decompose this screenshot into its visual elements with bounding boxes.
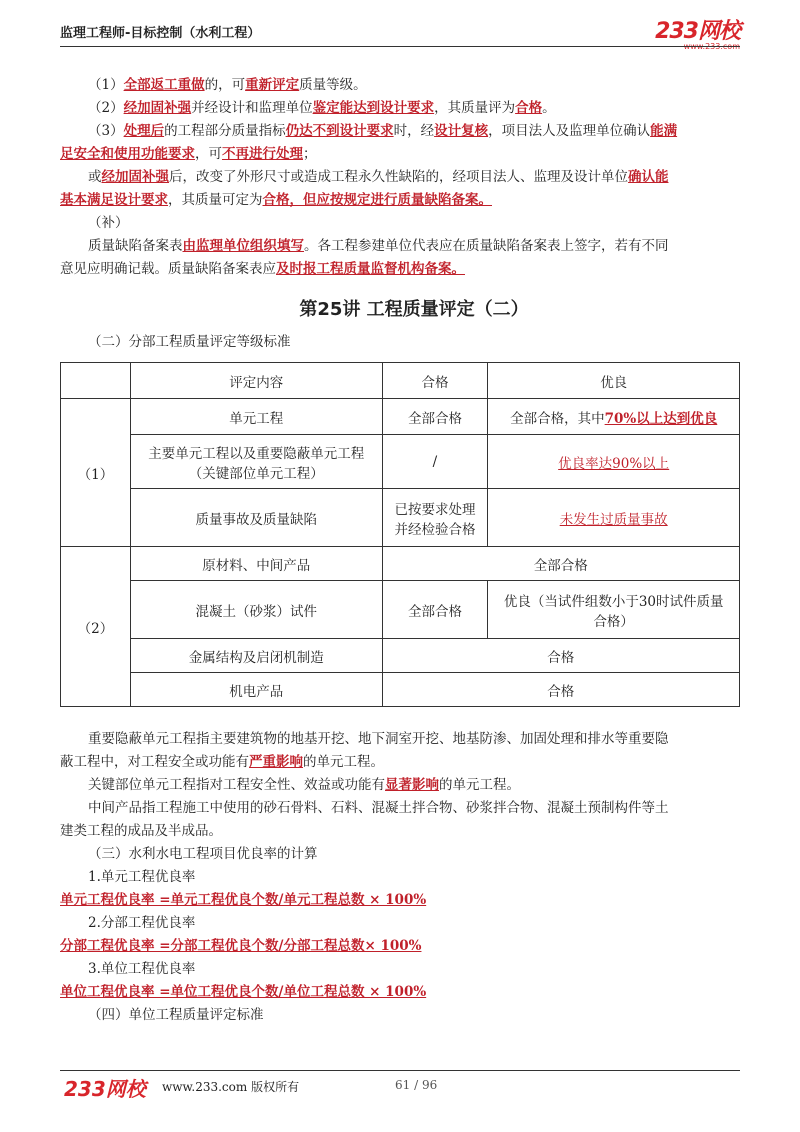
section-4-title: （四）单位工程质量评定标准	[88, 1007, 264, 1023]
body-text-2	[60, 728, 740, 1027]
header-divider	[60, 46, 740, 47]
group-label: （1）	[61, 399, 131, 547]
paragraph-2: （2）经加固补强并经设计和监理单位鉴定能达到设计要求，其质量评为合格。	[88, 100, 556, 116]
paragraph-hidden-unit-cont: 蔽工程中，对工程安全或功能有严重影响的单元工程。	[60, 754, 384, 770]
paragraph-4: 或经加固补强后，改变了外形尺寸或造成工程永久性缺陷的，经项目法人、监理及设计单位确认能	[88, 169, 669, 185]
paragraph-intermediate-cont: 建类工程的成品及半成品。	[60, 823, 222, 839]
paragraph-3-cont: 足安全和使用功能要求，可不再进行处理；	[60, 146, 317, 162]
table-row: 混凝土（砂浆）试件 全部合格 优良（当试件组数小于30时试件质量 合格）	[61, 581, 740, 639]
formula-unit: 单元工程优良率 =单元工程优良个数/单元工程总数 × 100%	[60, 892, 427, 908]
table-row: （1） 单元工程 全部合格 全部合格，其中70%以上达到优良	[61, 399, 740, 435]
table-row: 金属结构及启闭机制造 合格	[61, 639, 740, 673]
table-row: 机电产品 合格	[61, 673, 740, 707]
table-row: 质量事故及质量缺陷 已按要求处理 并经检验合格 未发生过质量事故	[61, 489, 740, 547]
header-content: 评定内容	[130, 363, 382, 399]
table-row: （2） 原材料、中间产品 全部合格	[61, 547, 740, 581]
paragraph-1: （1）全部返工重做的，可重新评定质量等级。	[88, 77, 367, 93]
footer-divider	[60, 1070, 740, 1071]
item-1: 1.单元工程优良率	[88, 869, 196, 885]
paragraph-6: 质量缺陷备案表由监理单位组织填写。各工程参建单位代表应在质量缺陷备案表上签字，若有不同	[88, 238, 669, 254]
paragraph-3: （3）处理后的工程部分质量指标仍达不到设计要求时，经设计复核，项目法人及监理单位确认能满	[88, 123, 678, 139]
section-3-title: （三）水利水电工程项目优良率的计算	[88, 846, 318, 862]
document-title: 监理工程师-目标控制（水利工程）	[60, 26, 261, 41]
paragraph-4-cont: 基本满足设计要求，其质量可定为合格，但应按规定进行质量缺陷备案。	[60, 192, 492, 208]
section-title: 第25讲 工程质量评定（二）	[299, 299, 529, 320]
body-text	[60, 74, 740, 354]
paragraph-6-cont: 意见应明确记载。质量缺陷备案表应及时报工程质量监督机构备案。	[60, 261, 465, 277]
paragraph-key-unit: 关键部位单元工程指对工程安全性、效益或功能有显著影响的单元工程。	[88, 777, 520, 793]
grade-table	[60, 362, 740, 707]
page-number: 61 / 96	[395, 1078, 438, 1092]
sub-title: （二）分部工程质量评定等级标准	[88, 334, 291, 350]
header-pass: 合格	[382, 363, 488, 399]
table-header-row	[61, 363, 740, 399]
logo-url: www.233.com	[683, 42, 740, 51]
footer-copyright: www.233.com 版权所有	[162, 1080, 300, 1094]
item-2: 2.分部工程优良率	[88, 915, 196, 931]
supplement-label: （补）	[88, 215, 129, 231]
logo-text: 233网校	[655, 19, 740, 44]
paragraph-hidden-unit: 重要隐蔽单元工程指主要建筑物的地基开挖、地下洞室开挖、地基防渗、加固处理和排水等重要隐	[88, 731, 669, 747]
formula-project: 单位工程优良率 =单位工程优良个数/单位工程总数 × 100%	[60, 984, 427, 1000]
paragraph-intermediate: 中间产品指工程施工中使用的砂石骨料、石料、混凝土拌合物、砂浆拌合物、混凝土预制构件等土	[88, 800, 669, 816]
table-row: 主要单元工程以及重要隐蔽单元工程 （关键部位单元工程） / 优良率达90%以上	[61, 435, 740, 489]
group-label: （2）	[61, 547, 131, 707]
item-3: 3.单位工程优良率	[88, 961, 196, 977]
header-excellent: 优良	[488, 363, 740, 399]
footer-logo: 233网校	[64, 1077, 146, 1101]
formula-division: 分部工程优良率 =分部工程优良个数/分部工程总数× 100%	[60, 938, 422, 954]
